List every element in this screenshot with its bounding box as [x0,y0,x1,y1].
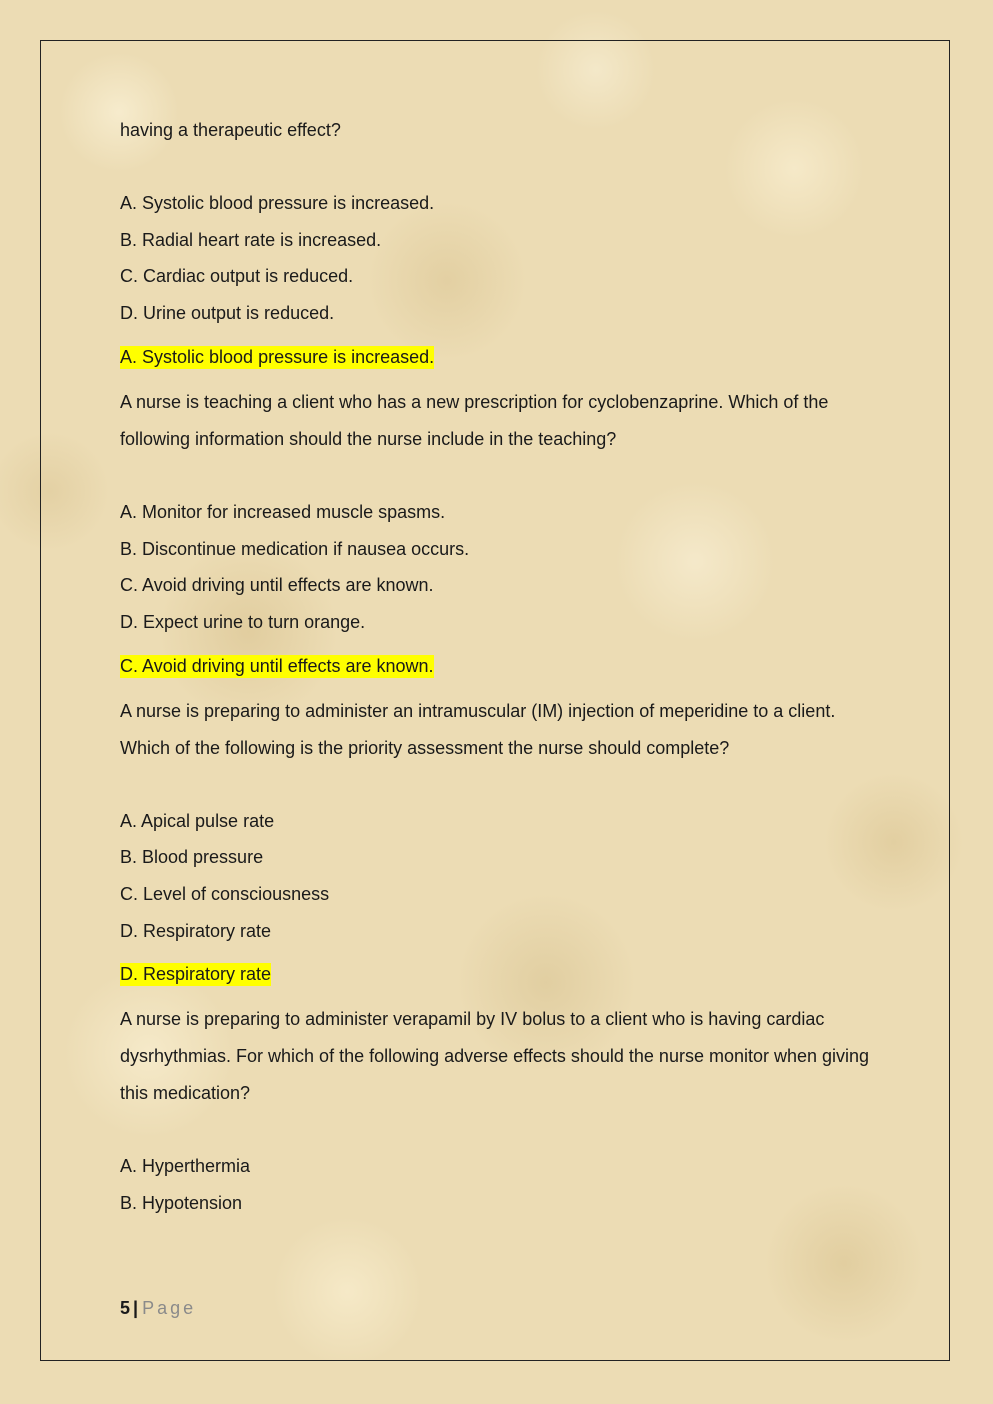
question-stem: having a therapeutic effect? [120,120,341,140]
answer-option: C. Level of consciousness [120,884,330,905]
answer-option: C. Avoid driving until effects are known. [120,575,434,596]
answer-option: B. Blood pressure [120,847,264,868]
answer-option: A. Systolic blood pressure is increased. [120,193,435,213]
answer-option: A. Hyperthermia [120,1156,251,1177]
answer-option: A. Apical pulse rate [120,810,275,831]
question-stem: A nurse is preparing to administer verapamil by IV bolus to a client who is having cardiac dysrhythmias. For which of the following adverse effects should the nurse monitor when giving this medication? [120,1009,870,1104]
answer-option: A. Monitor for increased muscle spasms. [120,501,446,522]
correct-answer-highlight: A. Systolic blood pressure is increased. [120,346,435,367]
answer-option: B. Hypotension [120,1193,243,1214]
correct-answer-highlight: D. Respiratory rate [120,964,272,985]
page-label: Page [142,1298,197,1318]
document-content [120,112,880,1222]
answer-option: D. Respiratory rate [120,920,272,941]
footer-separator: | [133,1298,139,1318]
page-footer [120,1296,196,1320]
answer-option: B. Radial heart rate is increased. [120,229,382,250]
page-number: 5 [120,1298,131,1318]
answer-option: D. Urine output is reduced. [120,303,335,324]
answer-option: C. Cardiac output is reduced. [120,266,354,287]
answer-option: B. Discontinue medication if nausea occurs. [120,538,470,559]
correct-answer-highlight: C. Avoid driving until effects are known. [120,655,434,676]
question-stem: A nurse is teaching a client who has a new prescription for cyclobenzaprine. Which of the following information should the nurse include in the teaching? [120,391,829,449]
answer-option: D. Expect urine to turn orange. [120,611,366,632]
question-stem: A nurse is preparing to administer an intramuscular (IM) injection of meperidine to a client. Which of the following is the priority assessment the nurse should complete? [120,700,836,758]
